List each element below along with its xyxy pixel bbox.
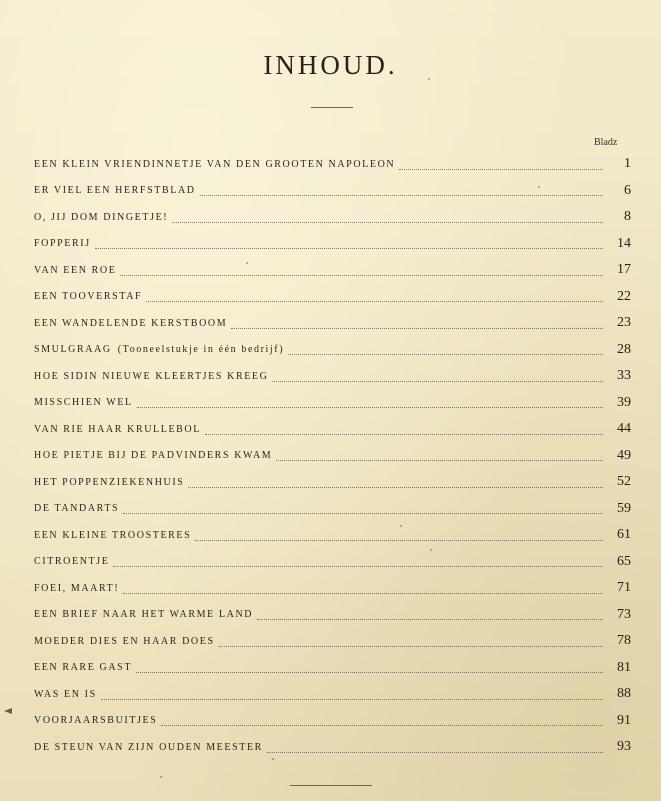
toc-entry[interactable] (34, 602, 631, 629)
toc-entry[interactable] (34, 178, 631, 205)
toc-page-number: 6 (624, 182, 631, 198)
toc-dot-leader (123, 512, 603, 514)
toc-page-number: 88 (617, 686, 631, 702)
toc-dot-leader (101, 698, 603, 700)
toc-entry-title: HOE PIETJE BIJ DE PADVINDERS KWAM (34, 450, 273, 462)
toc-dot-leader (219, 645, 603, 647)
toc-dot-leader (161, 724, 603, 726)
toc-dot-leader (257, 618, 603, 620)
toc-page-number: 8 (624, 209, 631, 225)
paper-speck (272, 758, 274, 760)
toc-dot-leader (288, 353, 603, 355)
toc-page-number: 73 (617, 606, 631, 622)
toc-entry[interactable] (34, 284, 631, 311)
toc-page-number: 61 (617, 527, 631, 543)
toc-entry-title: EEN TOOVERSTAF (34, 291, 143, 303)
paper-speck (246, 262, 248, 264)
toc-entry-title: FOPPERIJ (34, 238, 91, 250)
toc-page-number: 71 (617, 580, 631, 596)
toc-page-number: 65 (617, 553, 631, 569)
toc-entry[interactable] (34, 575, 631, 602)
toc-entry-subtitle: (Tooneelstukje in één bedrijf) (117, 344, 285, 356)
toc-entry[interactable] (34, 655, 631, 682)
paper-speck (538, 186, 540, 188)
toc-dot-leader (172, 221, 603, 223)
toc-page-number: 1 (624, 156, 631, 172)
toc-dot-leader (267, 751, 603, 753)
toc-page-number: 59 (617, 500, 631, 516)
toc-entry[interactable] (34, 549, 631, 576)
toc-entry[interactable] (34, 204, 631, 231)
toc-dot-leader (195, 539, 603, 541)
toc-page-number: 49 (617, 447, 631, 463)
toc-page-number: 91 (617, 712, 631, 728)
toc-page-number: 44 (617, 421, 631, 437)
toc-dot-leader (272, 380, 603, 382)
toc-entry[interactable] (34, 416, 631, 443)
bottom-divider (290, 785, 372, 786)
toc-entry[interactable] (34, 734, 631, 761)
toc-entry-title: DE TANDARTS (34, 503, 120, 515)
page-column-label: Bladz (594, 137, 618, 148)
toc-entry-title: WAS EN IS (34, 688, 97, 700)
toc-dot-leader (146, 300, 603, 302)
toc-page-number: 93 (617, 739, 631, 755)
toc-page-number: 17 (617, 262, 631, 278)
paper-speck (430, 549, 432, 551)
toc-entry[interactable] (34, 628, 631, 655)
toc-dot-leader (113, 565, 603, 567)
toc-dot-leader (95, 247, 603, 249)
toc-page-number: 22 (617, 288, 631, 304)
toc-entry[interactable] (34, 469, 631, 496)
toc-dot-leader (120, 274, 603, 276)
toc-entry-title: EEN BRIEF NAAR HET WARME LAND (34, 609, 254, 621)
toc-entry[interactable] (34, 151, 631, 178)
toc-entry[interactable] (34, 522, 631, 549)
toc-entry-title: HET POPPENZIEKENHUIS (34, 476, 185, 488)
toc-entry-title: EEN RARE GAST (34, 662, 133, 674)
toc-page-number: 81 (617, 659, 631, 675)
toc-entry[interactable] (34, 257, 631, 284)
toc-entry-title: MISSCHIEN WEL (34, 397, 133, 409)
toc-entry-title: FOEI, MAART! (34, 582, 120, 594)
toc-entry[interactable] (34, 231, 631, 258)
toc-dot-leader (399, 168, 603, 170)
table-of-contents (34, 151, 631, 761)
toc-entry[interactable] (34, 681, 631, 708)
toc-entry-title: DE STEUN VAN ZIJN OUDEN MEESTER (34, 741, 263, 753)
toc-entry-title: EEN KLEINE TROOSTERES (34, 529, 192, 541)
paper-speck (160, 776, 162, 778)
toc-entry-title: HOE SIDIN NIEUWE KLEERTJES KREEG (34, 370, 269, 382)
toc-entry-title: VAN EEN ROE (34, 264, 117, 276)
toc-entry-title: MOEDER DIES EN HAAR DOES (34, 635, 215, 647)
toc-dot-leader (188, 486, 603, 488)
toc-entry[interactable] (34, 708, 631, 735)
toc-entry-title: SMULGRAAG (34, 344, 112, 356)
toc-dot-leader (200, 194, 603, 196)
toc-entry[interactable] (34, 363, 631, 390)
toc-page-number: 78 (617, 633, 631, 649)
page-title: INHOUD. (263, 50, 398, 80)
title-divider (311, 107, 353, 108)
toc-dot-leader (136, 671, 603, 673)
toc-entry[interactable] (34, 443, 631, 470)
toc-entry-title: ER VIEL EEN HERFSTBLAD (34, 185, 196, 197)
toc-page-number: 52 (617, 474, 631, 490)
margin-mark (4, 708, 12, 714)
toc-entry-title: CITROENTJE (34, 556, 110, 568)
toc-entry[interactable] (34, 390, 631, 417)
toc-entry-title: EEN WANDELENDE KERSTBOOM (34, 317, 228, 329)
toc-dot-leader (231, 327, 603, 329)
toc-entry-title: EEN KLEIN VRIENDINNETJE VAN DEN GROOTEN NAPOLEON (34, 158, 396, 170)
toc-page-number: 14 (617, 235, 631, 251)
toc-page-number: 23 (617, 315, 631, 331)
toc-entry[interactable] (34, 337, 631, 364)
toc-dot-leader (123, 592, 603, 594)
toc-entry-title: VOORJAARSBUITJES (34, 715, 158, 727)
paper-speck (428, 78, 430, 80)
toc-entry[interactable] (34, 496, 631, 523)
toc-entry-title: VAN RIE HAAR KRULLEBOL (34, 423, 201, 435)
toc-entry-title: O, JIJ DOM DINGETJE! (34, 211, 169, 223)
toc-page-number: 33 (617, 368, 631, 384)
toc-dot-leader (205, 433, 603, 435)
toc-page-number: 39 (617, 394, 631, 410)
toc-entry[interactable] (34, 310, 631, 337)
paper-speck (400, 525, 402, 527)
toc-dot-leader (137, 406, 603, 408)
toc-dot-leader (276, 459, 603, 461)
toc-page-number: 28 (617, 341, 631, 357)
